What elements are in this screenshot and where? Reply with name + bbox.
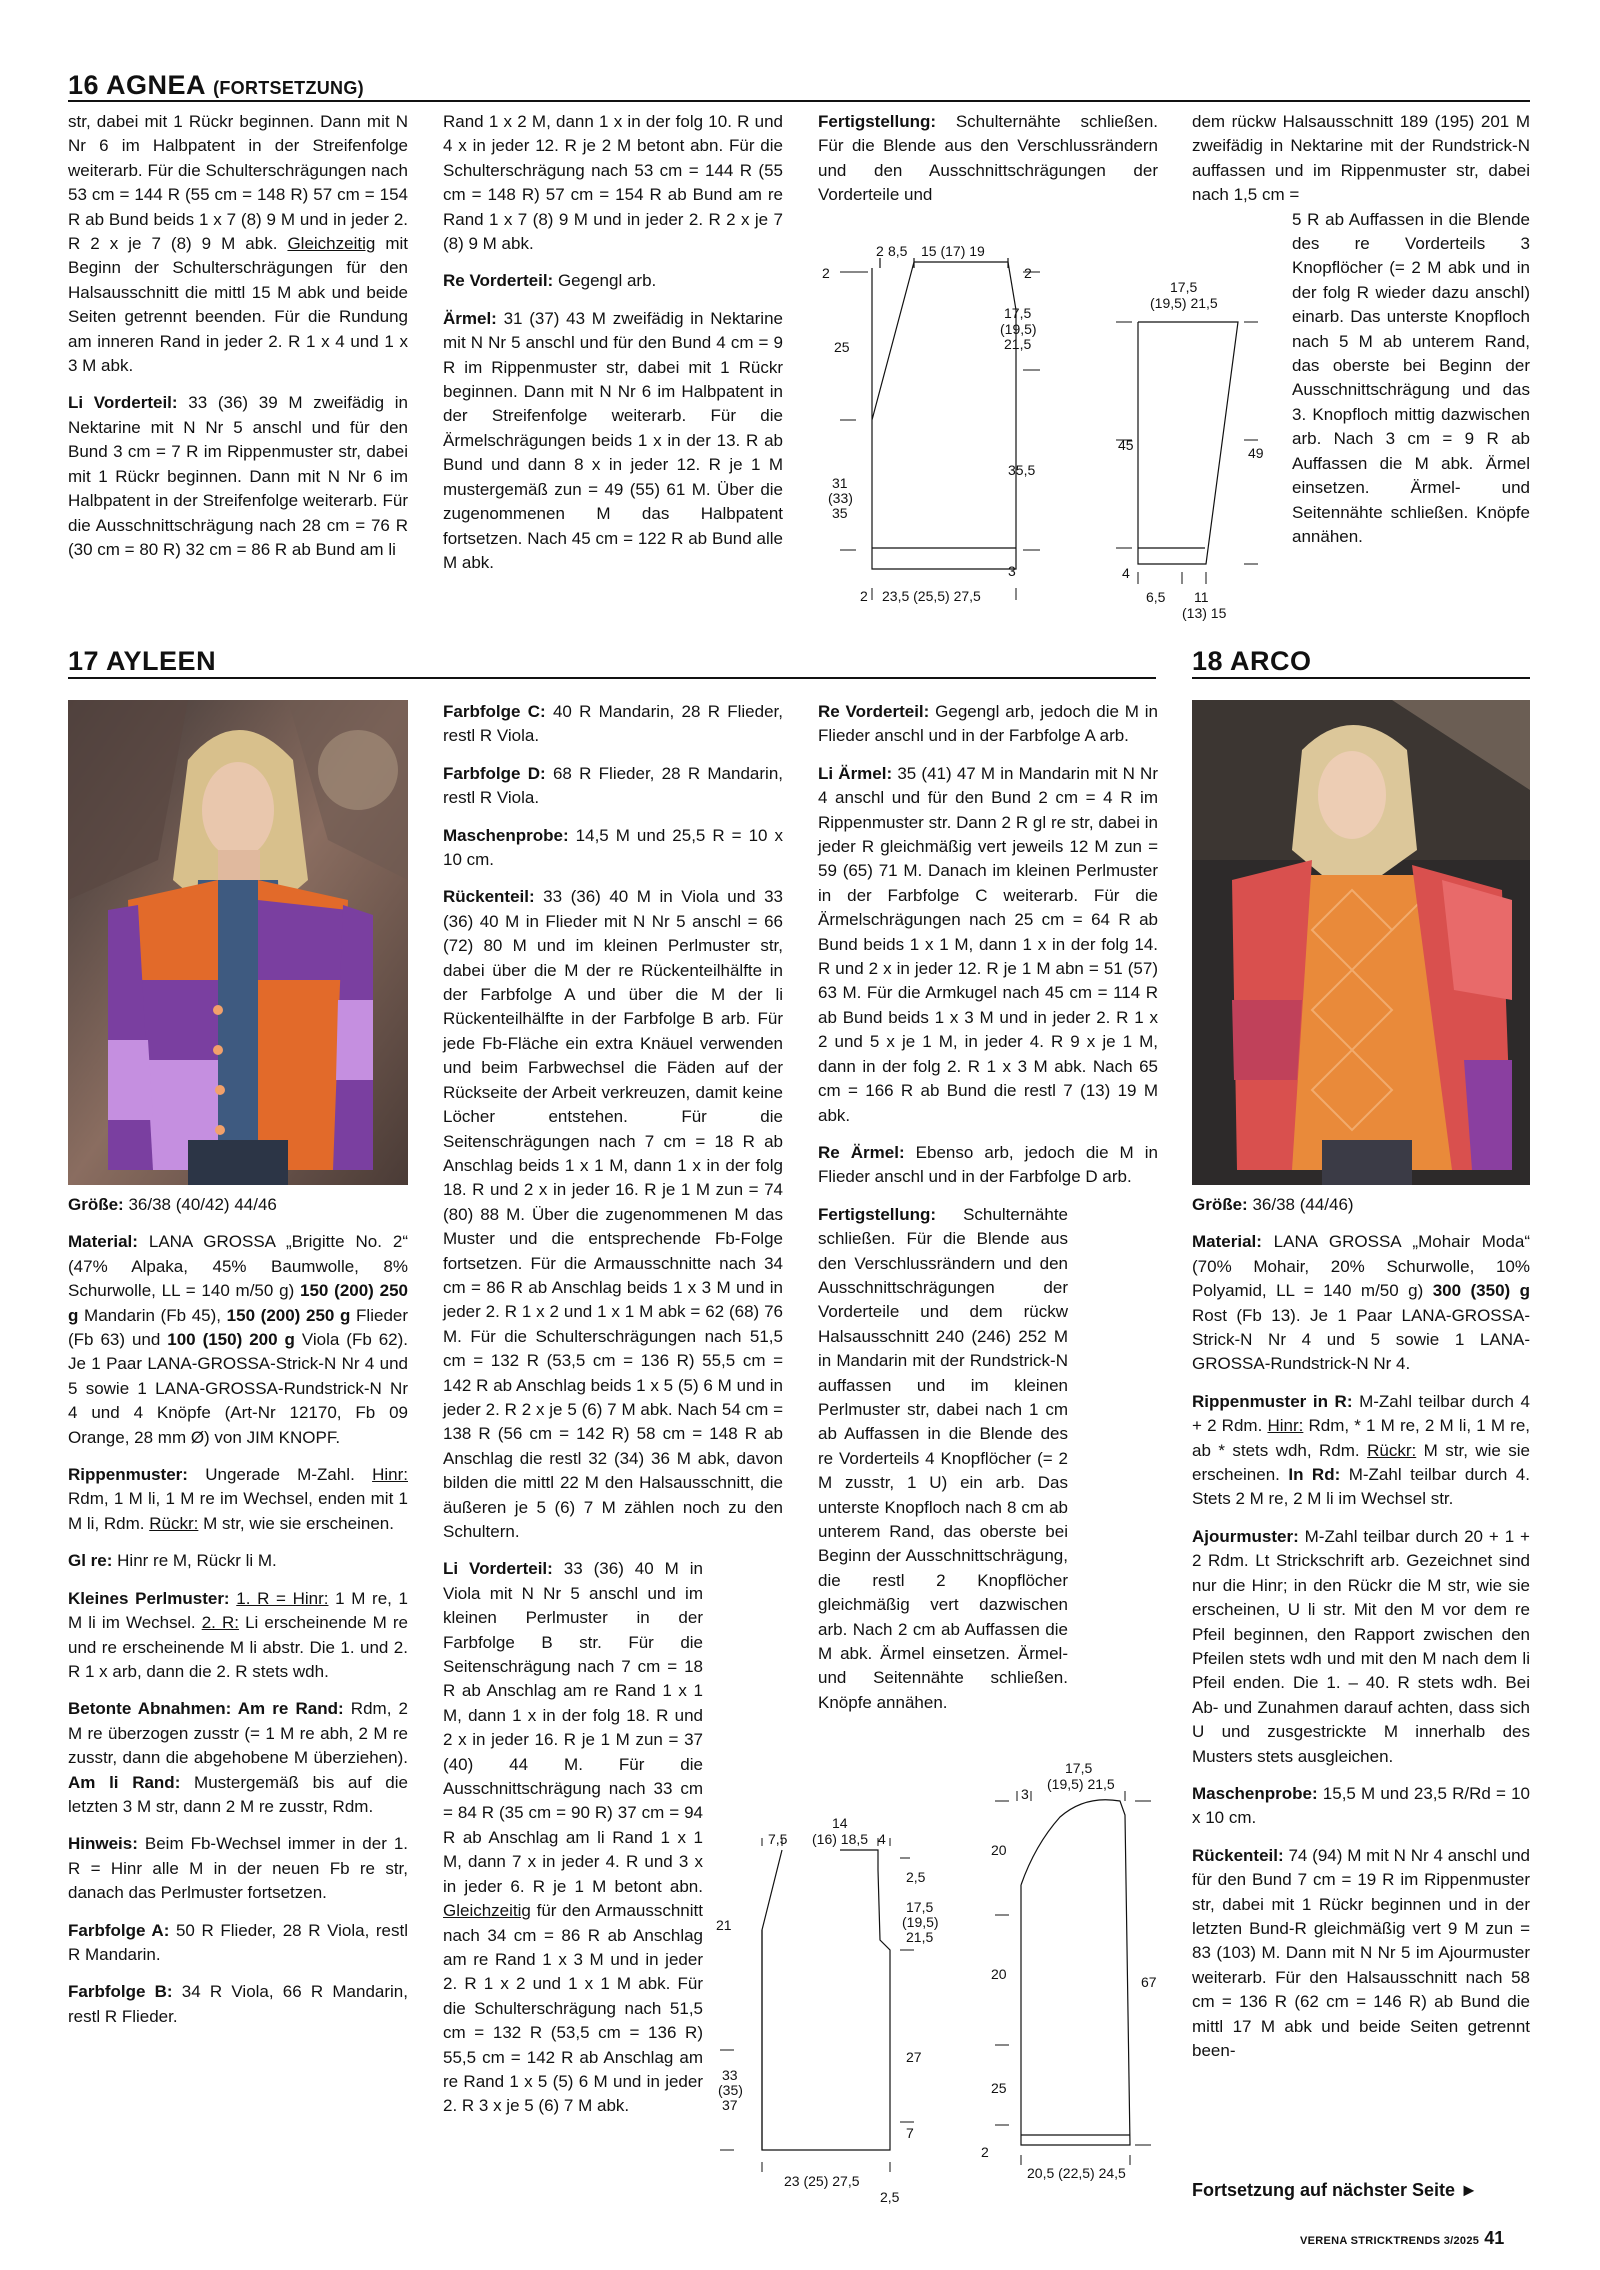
text-run — [818, 110, 1158, 208]
dim-label: (16) 18,5 — [812, 1831, 869, 1847]
arco-illustration — [1192, 700, 1530, 1185]
text-run — [443, 269, 783, 293]
text-run: 50 R Flieder, 28 R Viola, restl R Mandarin. — [68, 1920, 408, 1964]
bold-heading: Farbfolge D: — [443, 763, 546, 783]
dim-label: (13) 15 — [1182, 605, 1227, 621]
bold-heading: Fertigstellung: — [818, 1204, 937, 1224]
underlined-term: 2. R: — [201, 1613, 239, 1633]
dim-label: 2 — [822, 265, 830, 281]
magazine-name: VERENA STRICKTRENDS 3/2025 — [1300, 2235, 1480, 2247]
text-run: mit Beginn der Schulterschrägungen für den Halsausschnitt die mittl 15 M abk und beide Seiten getrennt beenden. Für die Rundung am inneren Rand in jeder 2. R 1 x 4 und 1 x 3 M abk. — [68, 234, 408, 376]
text-run: Gegengl arb, jedoch die M in Flieder anschl und in der Farbfolge A arb. — [818, 702, 1158, 746]
dim-label: 17,5 — [1170, 279, 1198, 295]
bold-heading: Farbfolge B: — [68, 1982, 173, 2002]
bold-heading: Li Vorderteil: — [68, 393, 178, 413]
dim-label: 21,5 — [906, 1929, 934, 1945]
agnea-column-3 — [818, 110, 1158, 221]
dim-label: 20 — [991, 1842, 1007, 1858]
text-run: M-Zahl teilbar durch 4 + 2 Rdm. — [1192, 1391, 1530, 1436]
dim-label: (19,5) — [1000, 321, 1037, 337]
bold-heading: Li Vorderteil: — [443, 1559, 553, 1579]
dim-label: 23,5 (25,5) 27,5 — [882, 588, 981, 604]
text-run: 40 R Mandarin, 28 R Flieder, restl R Viola. — [443, 702, 783, 746]
dim-label: 17,5 — [906, 1899, 934, 1915]
dim-label: 3 — [1021, 1786, 1029, 1802]
underlined-term: Hinr: — [1267, 1416, 1304, 1436]
dim-label: 6,5 — [1146, 589, 1166, 605]
dim-label: (33) — [828, 490, 853, 506]
ayleen-column-1 — [68, 1193, 408, 2042]
text-run: Rdm, * 1 M re, 2 M li, 1 M re, ab * stets wdh, Rdm. — [1192, 1416, 1530, 1460]
text-run — [68, 110, 408, 378]
dim-label: 20 — [991, 1966, 1007, 1982]
dim-label: 67 — [1141, 1974, 1157, 1990]
text-run — [443, 1557, 703, 2118]
text-run: 33 (36) 39 M zweifädig in Nektarine mit N Nr 5 anschl und für den Bund 3 cm = 7 R im Rippenmuster str, dabei mit 1 Rückr beginnen. Dann mit N Nr 6 im Halbpatent in der Streifenfolge weiterarb. Für die Ausschnittschrägung nach 28 cm = 76 R (30 cm = 80 R) 32 cm = 86 R ab Bund am li — [68, 393, 408, 559]
underlined-term: Rückr: — [1367, 1440, 1417, 1460]
text-run — [68, 1549, 408, 1573]
text-run: M-Zahl teilbar durch 4. Stets 2 M re, 2 M li im Wechsel str. — [1192, 1465, 1530, 1509]
dim-label: 17,5 — [1004, 305, 1032, 321]
dim-label: 11 — [1194, 589, 1209, 605]
bold-heading: Größe: — [68, 1195, 124, 1214]
bold-heading: Farbfolge A: — [68, 1920, 170, 1940]
bold-heading: Material: — [68, 1232, 138, 1252]
text-run — [1192, 1525, 1530, 1769]
text-run: Gegengl arb. — [557, 271, 657, 291]
dim-label: 2,5 — [906, 1869, 926, 1885]
dim-label: 21,5 — [1004, 336, 1032, 352]
text-run: Rdm, 1 M li, 1 M re im Wechsel, enden mit 1 M li, Rdm. — [68, 1489, 408, 1533]
bold-heading: 150 (200) 250 g — [226, 1305, 351, 1325]
text-run: 5 R ab Auffassen in die Blende des re Vorderteils 3 Knopflöcher (= 2 M abk und in der folg R wieder dazu anschl) einarb. Das unterste Knopfloch nach 5 M ab unterem Rand, das oberste bei Beginn der Ausschnittschrägung und das 3. Knopfloch mittig dazwischen arb. Nach 3 cm = 9 R ab Auffassen die M abk. Ärmel einsetzen. Ärmel- und Seitennähte schließen. Knöpfe annähen. — [1292, 209, 1530, 546]
text-run: dem rückw Halsausschnitt 189 (195) 201 M zweifädig in Nektarine mit der Rundstrick-N auffassen und im Rippenmuster str, dabei nach 1,5 cm = — [1192, 112, 1530, 205]
dim-label: 25 — [991, 2080, 1007, 2096]
ayleen-photo — [68, 700, 408, 1185]
dim-label: (19,5) 21,5 — [1150, 295, 1218, 311]
text-run: LANA GROSSA „Brigitte No. 2“ (47% Alpaka, 45% Baumwolle, 8% Schurwolle, LL = 140 m/50 g) — [68, 1232, 408, 1301]
dim-label: 31 — [832, 475, 848, 491]
dim-label: 14 — [832, 1815, 848, 1831]
text-run: 36/38 (40/42) 44/46 — [128, 1195, 277, 1214]
text-run — [1192, 1782, 1530, 1831]
bold-heading: Re Ärmel: — [818, 1142, 905, 1162]
dim-label: 35 — [832, 505, 848, 521]
agnea-schematic-sleeve — [1090, 270, 1270, 630]
text-run — [818, 762, 1158, 1128]
bold-heading: Rippenmuster in R: — [1192, 1391, 1353, 1411]
section-title-ayleen: 17 AYLEEN — [68, 646, 217, 676]
text-run — [68, 1980, 408, 2029]
text-run: 31 (37) 43 M zweifädig in Nektarine mit N Nr 5 anschl und für den Bund 4 cm = 9 R im Rippenmuster str, dabei mit 1 Rückr beginnen. Dann mit N Nr 6 im Halbpatent in der Streifenfolge weiterarb. Für die Ärmelschrägungen beids 1 x in der 13. R ab Bund und dann 8 x in jeder 12. R je 1 M mustergemäß zun = 49 (55) 61 M. Über die zugenommenen M das Halbpatent fortsetzen. Nach 45 cm = 122 R ab Bund alle M abk. — [443, 308, 783, 572]
dim-label: 2 — [860, 588, 868, 604]
text-run — [818, 700, 1158, 749]
text-run: M str, wie sie erscheinen. — [1192, 1440, 1531, 1485]
section-rule-18 — [1192, 677, 1530, 679]
bold-heading: Re Vorderteil: — [818, 702, 930, 721]
bold-heading: 300 (350) g — [1432, 1281, 1530, 1301]
text-run — [68, 1697, 408, 1819]
underlined-term: 1. R = Hinr: — [236, 1588, 329, 1608]
bold-heading: Betonte Abnahmen: Am re Rand: — [68, 1699, 344, 1719]
text-run: 35 (41) 47 M in Mandarin mit N Nr 4 anschl und für den Bund 2 cm = 4 R im Rippenmuster str. Dann 2 R gl re str, dabei in jeder R gleichmäßig vert jeweils 12 M zun = 59 (65) 71 M. Danach im kleinen Perlmuster in der Farbfolge C weiterarb. Für die Ärmelschrägungen nach 25 cm = 64 R ab Bund beids 1 x 1 M, dann 1 x in der folg 14. R und 2 x in jeder 12. R je 1 M abn = 51 (57) 63 M. Für die Armkugel nach 45 cm = 114 R ab Bund beids 1 x 3 M und in jeder 2. R 1 x 2 und 5 x je 1 M, in jeder 4. R 9 x je 1 M, dann in der folg 2. R 1 x 3 M abk. Nach 65 cm = 166 R ab Bund die restl 7 (13) 19 M abk. — [818, 763, 1158, 1125]
text-run: LANA GROSSA „Mohair Moda“ (70% Mohair, 20% Schurwolle, 10% Polyamid, LL = 140 m/50 g) — [1192, 1232, 1530, 1301]
text-run: M str, wie sie erscheinen. — [203, 1513, 394, 1533]
text-run — [1192, 1193, 1530, 1217]
dim-label: 3 — [1008, 563, 1016, 579]
text-run — [443, 307, 783, 575]
text-run — [68, 1832, 408, 1905]
section-rule-16 — [68, 100, 1530, 102]
text-run — [68, 1463, 408, 1536]
text-run — [443, 824, 783, 873]
text-run: Schulternähte schließen. Für die Blende aus den Verschlussrändern und den Ausschnittschrägungen der Vorderteile und dem rückw Halsausschnitt 240 (246) 252 M in Mandarin mit der Rundstrick-N auffassen und im kleinen Perlmuster str, dabei nach 1 cm ab Auffassen in die Blende des re Vorderteils 4 Knopflöcher (= 2 M zusstr, 1 U) ein arb. Das unterste Knopfloch nach 8 cm ab unterem Rand, das oberste bei Beginn der Ausschnittschrägung, die restl 2 Knopflöcher gleichmäßig vert dazwischen arb. Nach 2 cm ab Auffassen die M abk. Ärmel einsetzen. Ärmel- und Seitennähte schließen. Knöpfe annähen. — [818, 1204, 1068, 1712]
bold-heading: Maschenprobe: — [443, 825, 569, 845]
dim-label: (19,5) 21,5 — [1047, 1776, 1115, 1792]
text-run: 68 R Flieder, 28 R Mandarin, restl R Viola. — [443, 763, 783, 808]
dim-label: 4 — [878, 1831, 886, 1847]
text-run: Mandarin (Fb 45), — [84, 1305, 221, 1325]
arco-photo — [1192, 700, 1530, 1185]
section-title-arco: 18 ARCO — [1192, 646, 1312, 676]
arco-column — [1192, 1193, 1530, 2076]
agnea-schematic-front — [818, 240, 1058, 620]
text-run — [818, 1141, 1158, 1190]
text-run: 15,5 M und 23,5 R/Rd = 10 x 10 cm. — [1192, 1783, 1530, 1828]
bold-heading: Rückenteil: — [1192, 1845, 1284, 1865]
text-run: Li erscheinende M re und re erscheinende M li abstr. Die 1. und 2. R 1 x arb, dann die 2. R stets wdh. — [68, 1613, 408, 1681]
dim-label: 21 — [716, 1917, 732, 1933]
text-run: 34 R Viola, 66 R Mandarin, restl R Flieder. — [68, 1982, 408, 2026]
bold-heading: Ärmel: — [443, 308, 497, 328]
text-run — [68, 1587, 408, 1685]
ayleen-illustration — [68, 700, 408, 1185]
text-run — [443, 700, 783, 749]
dim-label: 8,5 — [888, 243, 908, 259]
text-run: Ebenso arb, jedoch die M in Flieder anschl und in der Farbfolge D arb. — [818, 1142, 1158, 1187]
text-run — [68, 391, 408, 562]
text-run — [818, 1203, 1068, 1716]
text-run: Mustergemäß bis auf die letzten 3 M str, dann 2 M re zusstr, Rdm. — [68, 1772, 408, 1816]
underlined-term: Gleichzeitig — [287, 234, 376, 254]
dim-label: (35) — [718, 2082, 743, 2098]
dim-label: 27 — [906, 2049, 922, 2065]
section-title-agnea — [68, 70, 364, 101]
page-number: 41 — [1484, 2228, 1505, 2248]
ayleen-schematic-sleeve — [975, 1755, 1170, 2195]
text-run: für den Armausschnitt nach 34 cm = 86 R ab Anschlag am re Rand 1 x 3 M und in jeder 2. R 1 x 2 und 1 x 1 M abk. Für die Schulterschrägung nach 51,5 cm = 132 R (53,5 cm = 136 R) 55,5 cm = 142 R ab Anschlag am re Rand 1 x 5 (5) 6 M und in jeder 2. R 3 x je 5 (6) 7 M abk. — [443, 1901, 703, 2116]
text-run: 74 (94) M mit N Nr 4 anschl und für den Bund 7 cm = 19 R im Rippenmuster str, dabei mit 1 Rückr beginnen und in der letzten Bund-R gleichmäßig vert 9 M zun = 83 (103) M. Dann mit N Nr 5 im Ajourmuster weiterarb. Für den Halsausschnitt nach 58 cm = 136 R (62 cm = 146 R) ab Bund die mittl 17 M abk und beide Seiten getrennt been- — [1192, 1845, 1530, 2060]
continued-note: Fortsetzung auf nächster Seite ► — [1192, 2180, 1478, 2200]
text-run: Flieder (Fb 63) und — [68, 1305, 409, 1350]
text-run: Viola (Fb 62). Je 1 Paar LANA-GROSSA-Strick-N Nr 4 und 5 sowie 1 LANA-GROSSA-Rundstrick-N Nr 4 und 4 Knöpfe (Art-Nr 12170, Fb 09 Orange, 28 mm Ø) von JIM KNOPF. — [68, 1330, 409, 1447]
bold-heading: Gl re: — [68, 1551, 113, 1571]
dim-label: 49 — [1248, 445, 1264, 461]
text-run — [68, 1230, 408, 1450]
bold-heading: Rippenmuster: — [68, 1465, 188, 1485]
dim-label: (19,5) — [902, 1914, 939, 1930]
agnea-column-2 — [443, 110, 783, 588]
dim-label: 4 — [1122, 565, 1130, 581]
bold-heading: Farbfolge C: — [443, 702, 546, 721]
dim-label: 33 — [722, 2067, 738, 2083]
text-run: Ungerade M-Zahl. — [205, 1465, 355, 1485]
bold-heading: Li Ärmel: — [818, 763, 893, 783]
bold-heading: Am li Rand: — [68, 1772, 181, 1792]
dim-label: 2,5 — [880, 2189, 900, 2205]
dim-label: 7,5 — [768, 1831, 788, 1847]
dim-label: 7 — [906, 2125, 914, 2141]
text-run: M-Zahl teilbar durch 20 + 1 + 2 Rdm. Lt Strickschrift arb. Gezeichnet sind nur die Hinr; in den Rückr die M str, wie sie erscheinen, U li str. Mit den M vor dem re Pfeil beginnen, den Rapport zwischen den Pfeilen stets wdh und mit den M nach dem li Pfeil enden. Die 1. – 40. R stets wdh. Bei Ab- und Zunahmen darauf achten, dass sich U und zusgestrickte M innerhalb des Musters stets ausgleichen. — [1192, 1526, 1530, 1766]
page-footer — [1300, 2228, 1504, 2249]
bold-heading: Re Vorderteil: — [443, 271, 554, 291]
dim-label: 23 (25) 27,5 — [784, 2173, 860, 2189]
ayleen-schematic-front — [700, 1810, 939, 2210]
bold-heading: Hinweis: — [68, 1834, 138, 1854]
section-rule-17 — [68, 677, 1156, 679]
dim-label: 35,5 — [1008, 462, 1036, 478]
dim-label: 45 — [1118, 437, 1134, 453]
bold-heading: Größe: — [1192, 1195, 1248, 1214]
text-run — [68, 1193, 408, 1217]
bold-heading: Material: — [1192, 1232, 1262, 1252]
dim-label: 20,5 (22,5) 24,5 — [1027, 2165, 1126, 2181]
underlined-term: Gleichzeitig — [443, 1901, 531, 1921]
text-run: 36/38 (44/46) — [1252, 1195, 1354, 1214]
dim-label: 2 — [876, 243, 884, 259]
text-run — [1192, 1390, 1530, 1512]
bold-heading: 150 (200) 250 g — [68, 1281, 408, 1325]
text-run — [443, 885, 783, 1544]
text-run — [443, 762, 783, 811]
bold-heading: In Rd: — [1288, 1465, 1341, 1485]
text-run: 33 (36) 40 M in Viola mit N Nr 5 anschl und im kleinen Perlmuster in der Farbfolge B str. Für die Seitenschrägung nach 7 cm = 18 R ab Anschlag am re Rand 1 x 1 M, dann 1 x in der folg 18. R und 2 x in jeder 16. R je 1 M zun = 37 (40) 44 M. Für die Ausschnittschrägung nach 33 cm = 84 R (35 cm = 90 R) 37 cm = 94 R ab Anschlag am li Rand 1 x 1 M, dann 7 x in jeder 4. R und 3 x in jeder 6. R je 1 M betont abn. — [443, 1559, 703, 1896]
bold-heading: Ajourmuster: — [1192, 1526, 1299, 1546]
text-run: Schulternähte schließen. Für die Blende aus den Verschlussrändern und den Ausschnittschrägungen der Vorderteile und — [818, 112, 1158, 205]
section-subtitle: (FORTSETZUNG) — [213, 78, 364, 98]
dim-label: 2 — [981, 2144, 989, 2160]
text-run: 1 M re, 1 M li im Wechsel. — [68, 1588, 408, 1633]
underlined-term: Hinr: — [372, 1465, 408, 1485]
dim-label: 17,5 — [1065, 1760, 1093, 1776]
bold-heading: Rückenteil: — [443, 887, 535, 907]
bold-heading: Kleines Perlmuster: — [68, 1588, 230, 1608]
dim-label: 37 — [722, 2097, 738, 2113]
section-title-text: 16 AGNEA — [68, 70, 206, 100]
bold-heading: 100 (150) 200 g — [167, 1330, 295, 1350]
text-run: Rdm, 2 M re überzogen zusstr (= 1 M re abh, 2 M re zusstr, dann die abgehobene M überziehen). — [68, 1699, 408, 1768]
dim-label: 15 (17) 19 — [921, 243, 985, 259]
text-run: Hinr re M, Rückr li M. — [117, 1551, 277, 1571]
text-run: 14,5 M und 25,5 R = 10 x 10 cm. — [443, 825, 783, 870]
bold-heading: Maschenprobe: — [1192, 1783, 1318, 1803]
text-run — [68, 1919, 408, 1968]
text-run: Rand 1 x 2 M, dann 1 x in der folg 10. R und 4 x in jeder 12. R je 2 M betont abn. Für die Schulterschrägung nach 53 cm = 144 R (55 cm = 148 R) 57 cm = 154 R ab Bund am re Rand 1 x 7 (8) 9 M und in jeder 2. R 2 x je 7 (8) 9 M abk. — [443, 112, 783, 254]
dim-label: 2 — [1024, 265, 1032, 281]
text-run: Beim Fb-Wechsel immer in der 1. R = Hinr alle M in der neuen Fb re str, danach das Perlmuster fortsetzen. — [68, 1834, 408, 1903]
text-run — [1192, 1844, 1530, 2064]
dim-label: 25 — [834, 339, 850, 355]
bold-heading: Fertigstellung: — [818, 112, 937, 131]
text-run — [1192, 1230, 1530, 1376]
text-run: Rost (Fb 13). Je 1 Paar LANA-GROSSA-Strick-N Nr 4 und 5 sowie 1 LANA-GROSSA-Rundstrick-N Nr 4. — [1192, 1305, 1530, 1374]
underlined-term: Rückr: — [149, 1513, 199, 1533]
ayleen-column-3 — [818, 700, 1158, 1728]
agnea-column-1 — [68, 110, 408, 575]
text-run: 33 (36) 40 M in Viola und 33 (36) 40 M in Flieder mit N Nr 5 anschl = 66 (72) 80 M und im kleinen Perlmuster str, dabei über die M der re Rückenteilhälfte in der Farbfolge A und über die M der li Rückenteilhälfte in der Farbfolge B arb. Für jede Fb-Fläche ein extra Knäuel verwenden und beim Farbwechsel die Fäden auf der Rückseite der Arbeit verkreuzen, damit keine Löcher entstehen. Für die Seitenschrägungen nach 7 cm = 18 R ab Anschlag beids 1 x 1 M, dann 1 x in der folg 18. R und 2 x in jeder 16. R je 1 M zun = 74 (80) 88 M. Über die zugenommenen M das Muster und die entsprechende Fb-Folge fortsetzen. Für die Armausschnitte nach 34 cm = 86 R ab Anschlag beids 1 x 3 M und in jeder 2. R 1 x 2 und 1 x 1 M abk = 62 (68) 76 M. Für die Schulterschrägungen nach 51,5 cm = 132 R (53,5 cm = 136 R) 55,5 cm = 142 R ab Anschlag beids 1 x 5 (5) 6 M und in jeder 2. R 2 x je 5 (6) 7 M abk. Nach 54 cm = 138 R (56 cm = 142 R) 58 cm = 148 R ab Anschlag die restl 32 (34) 36 M abk, davon bilden die mittl 22 M den Halsausschnitt, die äußeren je 5 (6) 7 M zählen noch zu den Schultern. — [443, 887, 783, 1541]
text-run: str, dabei mit 1 Rückr beginnen. Dann mit N Nr 6 im Halbpatent in der Streifenfolge weiterarb. Für die Schulterschrägungen nach 53 cm = 144 R (55 cm = 148 R) 57 cm = 154 R ab Bund beids 1 x 7 (8) 9 M und in jeder 2. R 2 x je 7 (8) 9 M abk. — [68, 112, 408, 254]
